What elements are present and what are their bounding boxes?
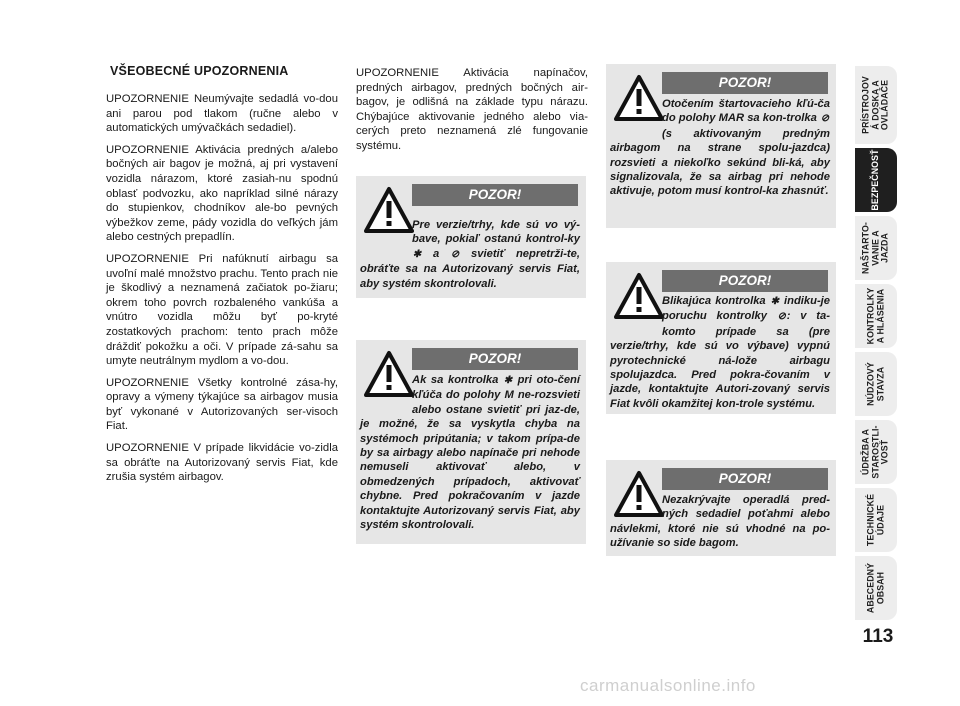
airbag-warning-icon: ✱	[503, 375, 513, 386]
tab-maintenance[interactable]: ÚDRŽBA A STAROSTLI- VOSŤ	[855, 420, 897, 484]
paragraph-washing: UPOZORNENIE Neumývajte sedadlá vo-dou ani parou pod tlakom (ručne alebo v automatických umývačkách sedadiel).	[106, 93, 338, 135]
paragraph-activation-types: UPOZORNENIE Aktivácia napínačov, predných airbagov, predných bočných air-bagov, je odlišná na základe typu nárazu. Chýbajúce aktivovanie jedného alebo via-cerých preto neznamená zlé fungovanie systému.	[356, 67, 588, 152]
tab-warning-lights[interactable]: KONTROLKY A HLÁSENIA	[855, 284, 897, 348]
middle-column	[356, 66, 588, 161]
warning-heading: POZOR!	[412, 184, 578, 206]
paragraph-activation-impacts: UPOZORNENIE Aktivácia predných a/alebo bočných air bagov je možná, aj pri vystavení vozidla nárazom, ktoré zasiah-nu spodnú oblasť podvozku, ako napríklad silné nárazy do stupienkov, chodníkov ale-bo pevných výbežkov zeme, pády vozidla do veľkých jám alebo cestných prepadlín.	[106, 143, 338, 244]
airbag-disabled-icon: ⊘	[777, 311, 786, 323]
warning-heading: POZOR!	[662, 270, 828, 292]
paragraph-service: UPOZORNENIE Všetky kontrolné zása-hy, opravy a výmeny týkajúce sa airbagov musia byť vykonané v Autorizovaných ser-visoch Fiat.	[106, 376, 338, 433]
warning-box-ignition-key	[356, 340, 586, 544]
airbag-disabled-icon: ⊘	[820, 113, 830, 125]
warning-heading: POZOR!	[412, 348, 578, 370]
paragraph-dust: UPOZORNENIE Pri nafúknutí airbagu sa uvoľní malé množstvo prachu. Tento prach nie je škodlivý a neznamená začiatok po-žiaru; okrem toho povrch rozbaleného vankúša a vnútro vozidla môžu byť po-kryté zostatkových prachom: tento prach môže dráždiť pokožku a oči. V prípade zá-sahu sa umyte neutrálnym mydlom a vo-dou.	[106, 252, 338, 368]
warning-box-mar-position	[606, 64, 836, 228]
tab-technical-data[interactable]: TECHNICKÉ ÚDAJE	[855, 488, 897, 552]
warning-text: Ak sa kontrolka ✱ pri oto-čení kľúča do polohy M ne-rozsvieti alebo ostane svietiť pri jaz-de, je možné, že sa vyskytla chyba na systémoch pripútania; v takom prípa-de by sa airbagy alebo napínače pri nehode nemuseli aktivovať alebo, v obmedzených prípadoch, aktivovať chybne. Pred pokračovaním v jazde kontaktujte Autorizovaný servis Fiat, aby systém skontrolovali.	[360, 374, 580, 532]
left-column	[106, 64, 338, 492]
tab-safety[interactable]: BEZPEČNOSŤ	[855, 148, 897, 212]
airbag-warning-icon: ✱	[412, 248, 422, 260]
warning-heading: POZOR!	[662, 72, 828, 94]
warning-text: Pre verzie/trhy, kde sú vo vý-bave, pokiaľ ostanú kontrol-ky ✱ a ⊘ svietiť nepretrži-te, obráťte sa na Autorizovaný servis Fiat, aby systém skontrolovali.	[360, 219, 580, 290]
airbag-disabled-icon: ⊘	[450, 248, 460, 260]
warning-text: Nezakrývajte operadlá pred-ných sedadiel poťahmi alebo návlekmi, ktoré nie sú vhodné na po-užívanie so side bagom.	[610, 494, 830, 550]
section-title: VŠEOBECNÉ UPOZORNENIA	[110, 64, 289, 78]
page-number: 113	[862, 626, 894, 647]
warning-heading: POZOR!	[662, 468, 828, 490]
tab-starting-driving[interactable]: NAŠTARTO- VANIE A JAZDA	[855, 216, 897, 280]
tab-index[interactable]: ABECEDNÝ OBSAH	[855, 556, 897, 620]
paragraph-disposal: UPOZORNENIE V prípade likvidácie vo-zidla sa obráťte na Autorizovaný servis Fiat, kde zrušia systém airbagov.	[106, 442, 338, 484]
warning-text: Blikajúca kontrolka ✱ indiku-je poruchu kontrolky ⊘: v ta-komto prípade sa (pre verzie/trhy, kde sú vo výbave) vypnú pyrotechnické ná-lože airbagu spolujazdca. Pred pokra-čovaním v jazde, kontaktujte Autori-zovaný servis Fiat kvôli okamžitej kon-trole systému.	[610, 295, 830, 410]
warning-box-lights-continuous	[356, 176, 586, 298]
warning-box-seat-covers	[606, 460, 836, 556]
warning-text: Otočením štartovacieho kľú-ča do polohy MAR sa kon-trolka ⊘ (s aktivovaným predným airbagom na strane spolu-jazdca) rozsvieti a niekoľko sekúnd bli-ká, aby signalizovala, že sa airbag pri nehode aktivuje, potom musí kontrol-ka zhasnúť.	[610, 98, 830, 198]
watermark-footer: carmanualsonline.info	[580, 676, 756, 695]
airbag-warning-icon: ✱	[770, 296, 780, 307]
tab-emergency[interactable]: NÚDZOVÝ STAVZA	[855, 352, 897, 416]
warning-box-blinking-light	[606, 262, 836, 414]
tab-dashboard-controls[interactable]: PRÍSTROJOV Á DOSKA A OVLÁDAČE	[855, 66, 897, 144]
